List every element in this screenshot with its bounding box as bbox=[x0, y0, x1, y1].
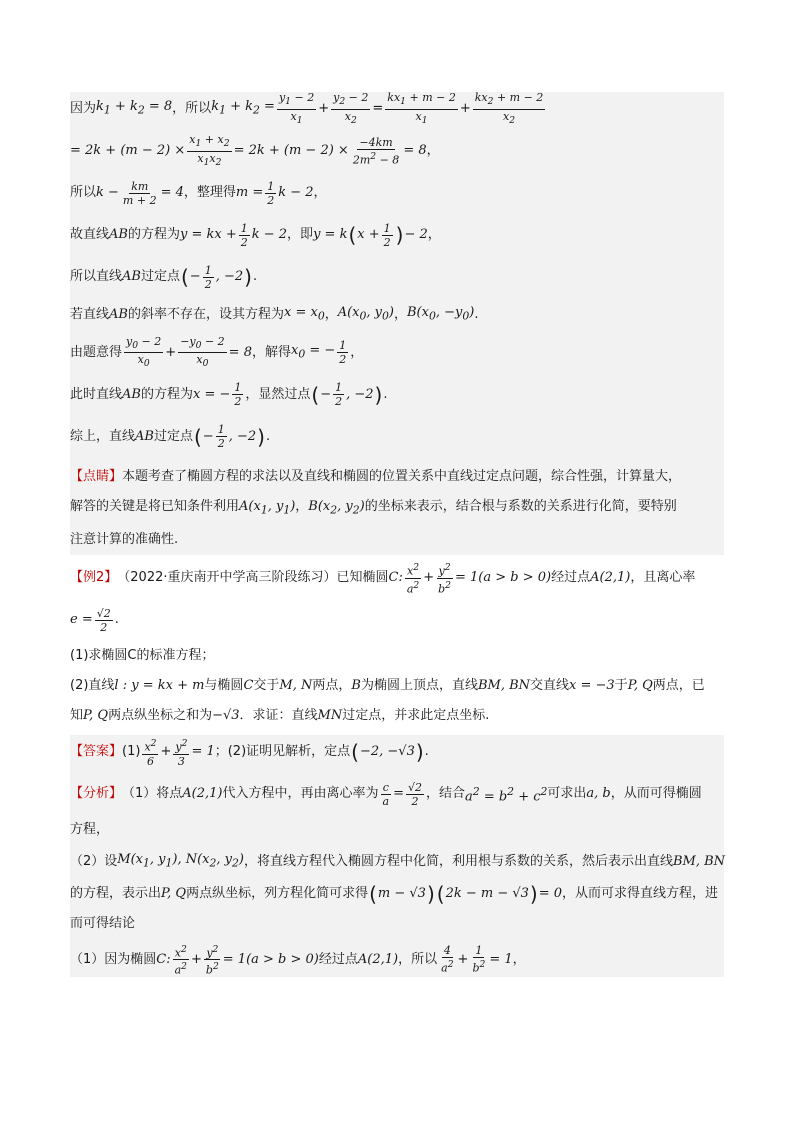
analysis-line-2: 方程， bbox=[70, 822, 110, 838]
solution-line-6: 若直线 AB 的斜率不存在，设其方程为 $x = x_0$ ， $A(x_0$, $y_0$) ， $B(x_0$, $-y_0$) . bbox=[70, 305, 479, 323]
comment-paragraph: 【点睛】本题考查了椭圆方程的求法以及直线和椭圆的位置关系中直线过定点问题，综合性强，计算量大， 解答的关键是将已知条件利用$A(x_1$, $y_1$)，$B(x_2$, $y_2$)的坐标来表示，结合根与系数的关系进行化简，要特别 注意计算的准确性. bbox=[70, 468, 682, 548]
example-q1: (1)求椭圆C的标准方程； bbox=[70, 648, 215, 664]
example-q2: (2)直线 l : y = kx + m 与椭圆 C 交于 M, N 两点， B 为椭圆上顶点，直线 BM, BN 交直线 x = −3 于 P, Q 两点，已 bbox=[70, 678, 705, 694]
solution-line-1: 因为 $k_1 + k_2 = 8$ ，所以 $k_1 + k_2$ = $\frac{y_1 - 2}{x_1}$ + $\frac{y_2 - 2}{x_2}$ = $\frac{kx_1 + m - 2}{x_1}$ + $\frac{kx_2 + m - 2}{x_2}$ bbox=[70, 91, 544, 126]
analysis-line-6: （1）因为椭圆 C: $\frac{x^2}{a^2}$ + $\frac{y^2}{b^2}$ = 1(a > b > 0) 经过点 A(2,1) ，所以 $\frac{4}{a^2}$ + $\frac{1}{b^2}$ = 1 ， bbox=[70, 943, 526, 977]
document-page bbox=[70, 92, 724, 985]
example-line-1: 【例2】 （2022·重庆南开中学高三阶段练习）已知椭圆 C: $\frac{x^2}{a^2}$ + $\frac{y^2}{b^2}$ = 1(a > b > 0) 经过点 A(2,1) ，且离心率 bbox=[70, 562, 696, 596]
example-line-2: e = $\frac{√2}{2}$ . bbox=[70, 606, 119, 634]
analysis-line-1: 【分析】 （1）将点 A(2,1) 代入方程中，再由离心率为 $\frac{c}{a}$ = $\frac{√2}{2}$ ，结合 $a^2 = b^2 + c^2$ 可求出 a, b ，从而可得椭圆 bbox=[70, 780, 702, 808]
solution-line-8: 此时直线 AB 的方程为 x = − $\frac{1}{2}$ ，显然过点 ( − $\frac{1}{2}$ , −2 ) . bbox=[70, 381, 388, 409]
analysis-line-3: （2）设 $M(x_1$, $y_1$), $N(x_2$, $y_2$) ，将直线方程代入椭圆方程中化简，利用根与系数的关系，然后表示出直线 BM, BN bbox=[70, 852, 726, 870]
example-tag: 【例2】 bbox=[70, 570, 118, 586]
analysis-line-5: 而可得结论 bbox=[70, 915, 136, 931]
example-2 bbox=[70, 561, 724, 727]
solution-line-5: 所以直线 AB 过定点 ( − $\frac{1}{2}$ , −2 ) . bbox=[70, 263, 258, 291]
example-q3: 知 P, Q 两点纵坐标之和为 −√3 ．求证：直线 MN 过定点，并求此定点坐标. bbox=[70, 708, 490, 724]
answer-tag: 【答案】 bbox=[70, 744, 123, 760]
comment-tag: 【点睛】 bbox=[70, 468, 123, 484]
analysis-line-4: 的方程，表示出 P, Q 两点纵坐标，列方程化简可求得 ( m − √3 ) ( 2k − m − √3 ) = 0 ，从而可求得直线方程，进 bbox=[70, 881, 719, 906]
answer-line: 【答案】 (1) $\frac{x^2}{6}$ + $\frac{y^2}{3}$ = 1 ；(2)证明见解析，定点 ( −2, −√3 ) . bbox=[70, 737, 429, 768]
solution-line-7: 由题意得 $\frac{y_0 - 2}{x_0}$ + $\frac{-y_0 - 2}{x_0}$ = 8 ，解得 $x_0$ = − $\frac{1}{2}$ ， bbox=[70, 334, 364, 370]
answer-block bbox=[70, 735, 724, 977]
solution-line-4: 故直线 AB 的方程为 y = kx + $\frac{1}{2}$ k − 2 ，即 y = k ( x + $\frac{1}{2}$ ) − 2 ， bbox=[70, 221, 441, 249]
solution-line-9: 综上，直线 AB 过定点 ( − $\frac{1}{2}$ , −2 ) . bbox=[70, 423, 271, 451]
eq-k-sum: $k_1 + k_2 = 8$ bbox=[96, 99, 173, 117]
analysis-tag: 【分析】 bbox=[70, 786, 123, 802]
solution-line-2: = 2k + (m − 2) × $\frac{x_1 + x_2}{x_1x_2}$ = 2k + (m − 2) × $\frac{-4km}{2m^2 - 8}$ = 8 ， bbox=[70, 133, 440, 168]
solution-line-3: 所以 k − $\frac{km}{m + 2}$ = 4 ，整理得 m = $\frac{1}{2}$ k − 2 ， bbox=[70, 179, 327, 207]
solution-block bbox=[70, 92, 724, 555]
